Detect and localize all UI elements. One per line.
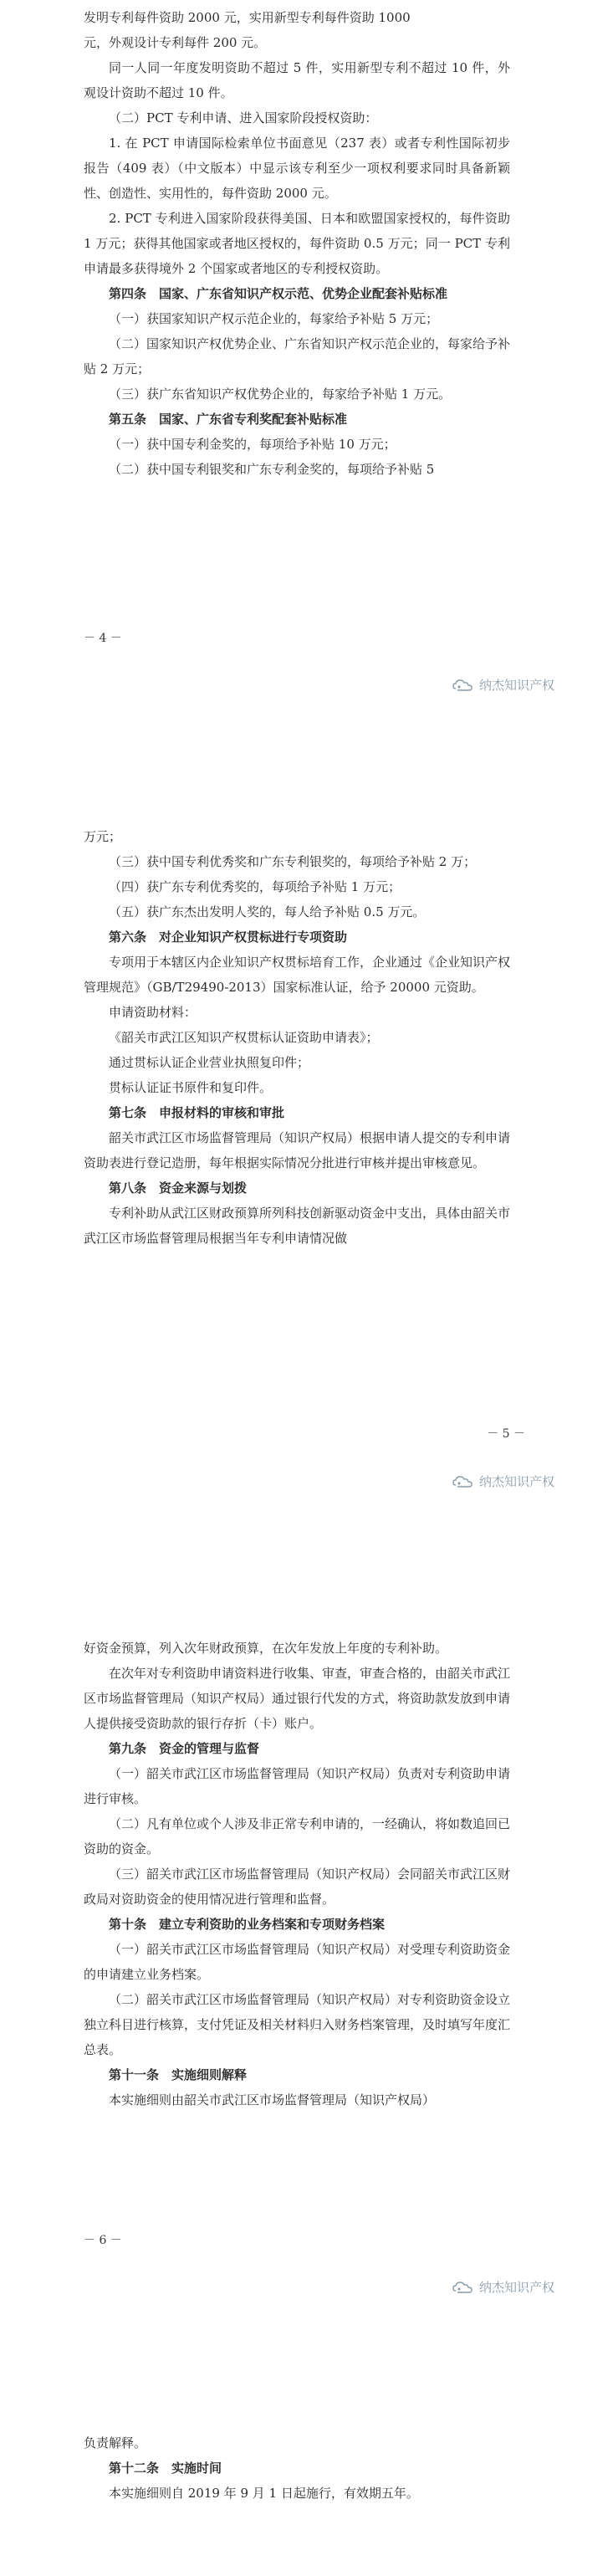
paragraph: （二）获中国专利银奖和广东专利金奖的，每项给予补贴 5	[109, 462, 435, 477]
paragraph: 好资金预算，列入次年财政预算，在次年发放上年度的专利补助。	[84, 1641, 448, 1656]
paragraph: （二）韶关市武江区市场监督管理局（知识产权局）对专利资助资金设立独立科目进行核算，支付凭证及相关材料归入财务档案管理，及时填写年度汇总表。	[84, 1992, 511, 2057]
paragraph: （一）韶关市武江区市场监督管理局（知识产权局）对受理专利资助资金的申请建立业务档案。	[84, 1942, 511, 1982]
page-5-body	[84, 824, 510, 1251]
paragraph: 万元；	[84, 829, 122, 844]
article-heading: 第九条 资金的管理与监督	[109, 1741, 260, 1756]
paragraph: 申请资助材料：	[109, 1005, 197, 1020]
paragraph: 本实施细则由韶关市武江区市场监督管理局（知识产权局）	[109, 2092, 436, 2107]
watermark-text: 纳杰知识产权	[478, 1474, 554, 1489]
paragraph: 通过贯标认证企业营业执照复印件；	[109, 1055, 310, 1070]
document-page-5	[0, 824, 613, 1489]
body-line: 元，外观设计专利每件 200 元。	[84, 35, 267, 50]
paragraph: （五）获广东杰出发明人奖的，每人给予补贴 0.5 万元。	[109, 904, 426, 919]
page-7-body	[84, 2430, 510, 2506]
page-6-body	[84, 1636, 510, 2113]
page-4-body	[84, 0, 510, 482]
paragraph: 负责解释。	[84, 2435, 147, 2451]
article-heading: 第六条 对企业知识产权贯标进行专项资助	[109, 930, 348, 945]
document-page-4	[0, 0, 613, 693]
cloud-logo-icon	[452, 1474, 474, 1489]
paragraph: 本实施细则自 2019 年 9 月 1 日起施行，有效期五年。	[109, 2486, 419, 2501]
page-number: － 6 －	[84, 2234, 122, 2247]
watermark-text: 纳杰知识产权	[478, 678, 554, 693]
paragraph: （三）韶关市武江区市场监督管理局（知识产权局）会同韶关市武江区财政局对资助资金的使用情况进行管理和监督。	[84, 1867, 511, 1907]
paragraph: 韶关市武江区市场监督管理局（知识产权局）根据申请人提交的专利申请资助表进行登记造册，每年根据实际情况分批进行审核并提出审核意见。	[84, 1130, 511, 1170]
paragraph: （三）获广东省知识产权优势企业的，每家给予补贴 1 万元。	[109, 387, 452, 402]
paragraph: （一）韶关市武江区市场监督管理局（知识产权局）负责对专利资助申请进行审核。	[84, 1766, 511, 1806]
article-heading: 第十条 建立专利资助的业务档案和专项财务档案	[109, 1917, 386, 1932]
article-heading: 第七条 申报材料的审核和审批	[109, 1105, 285, 1120]
paragraph: （一）获国家知识产权示范企业的，每家给予补贴 5 万元；	[109, 311, 439, 326]
paragraph: （二）凡有单位或个人涉及非正常专利申请的，一经确认，将如数追回已资助的资金。	[84, 1816, 511, 1856]
document-page-7	[0, 2430, 613, 2506]
article-heading: 第四条 国家、广东省知识产权示范、优势企业配套补贴标准	[109, 286, 448, 301]
paragraph: 1. 在 PCT 申请国际检索单位书面意见（237 表）或者专利性国际初步报告（409 表）（中文版本）中显示该专利至少一项权利要求同时具备新颖性、创造性、实用性的，每件资助 2000 元。	[84, 136, 510, 201]
paragraph: （一）获中国专利金奖的，每项给予补贴 10 万元；	[109, 437, 396, 452]
watermark-text: 纳杰知识产权	[478, 2280, 554, 2295]
paragraph: 2. PCT 专利进入国家阶段获得美国、日本和欧盟国家授权的，每件资助 1 万元；获得其他国家或者地区授权的，每件资助 0.5 万元；同一 PCT 专利申请最多获得境外 2 个国家或者地区的专利授权资助。	[84, 211, 510, 276]
paragraph: 《韶关市武江区知识产权贯标认证资助申请表》；	[109, 1030, 379, 1045]
paragraph: （三）获中国专利优秀奖和广东专利银奖的，每项给予补贴 2 万；	[109, 854, 477, 869]
document-page-6	[0, 1636, 613, 2295]
paragraph: 专利补助从武江区财政预算所列科技创新驱动资金中支出，具体由韶关市武江区市场监督管理局根据当年专利申请情况做	[84, 1206, 511, 1246]
article-heading: 第十一条 实施细则解释	[109, 2067, 248, 2082]
article-heading: 第五条 国家、广东省专利奖配套补贴标准	[109, 412, 348, 427]
page-number: － 5 －	[487, 1427, 525, 1441]
paragraph: 在次年对专利资助申请资料进行收集、审查，审查合格的，由韶关市武江区市场监督管理局（知识产权局）通过银行代发的方式，将资助款发放到申请人提供接受资助款的银行存折（卡）账户。	[84, 1666, 511, 1731]
body-line: 发明专利每件资助 2000 元，实用新型专利每件资助 1000	[84, 10, 411, 25]
paragraph: （二）国家知识产权优势企业、广东省知识产权示范企业的，每家给予补贴 2 万元；	[84, 336, 511, 376]
page-number: － 4 －	[84, 632, 122, 645]
watermark	[452, 1472, 554, 1490]
paragraph: 贯标认证证书原件和复印件。	[109, 1080, 273, 1095]
watermark	[452, 676, 554, 694]
article-heading: 第八条 资金来源与划拨	[109, 1180, 248, 1196]
cloud-logo-icon	[452, 2280, 474, 2295]
cloud-logo-icon	[452, 678, 474, 693]
paragraph: （二）PCT 专利申请、进入国家阶段授权资助：	[109, 110, 378, 125]
paragraph: （四）获广东专利优秀奖的，每项给予补贴 1 万元；	[109, 879, 401, 894]
paragraph: 同一人同一年度发明资助不超过 5 件，实用新型专利不超过 10 件，外观设计资助不超过 10 件。	[84, 60, 510, 100]
paragraph: 专项用于本辖区内企业知识产权贯标培育工作，企业通过《企业知识产权管理规范》（GB/T29490-2013）国家标准认证，给予 20000 元资助。	[84, 955, 511, 995]
watermark	[452, 2278, 554, 2296]
article-heading: 第十二条 实施时间	[109, 2461, 222, 2476]
